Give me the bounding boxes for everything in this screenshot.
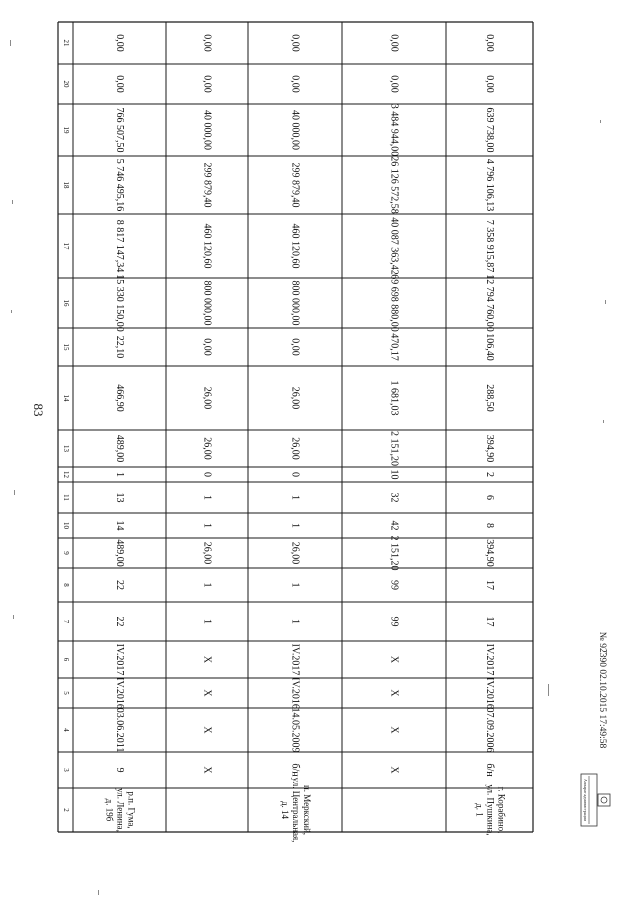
table-cell: 40 000,00 [289,110,301,150]
table-cell: 0,00 [289,75,301,93]
table-cell: 0,00 [388,34,400,52]
table-cell: 2 151,20 [388,535,400,571]
column-number: 15 [61,343,70,351]
table-cell: 42 [388,520,400,531]
table-cell: 2 151,20 [388,431,400,466]
address-line: д. 1 [474,803,485,817]
table-cell: 394,90 [484,434,496,463]
table-cell: 07.09.2006 [484,707,496,753]
column-number: 17 [61,242,70,250]
table-cell: 26,00 [289,386,301,410]
column-number: 9 [61,551,70,555]
address-line: р.п. Гума, [126,791,137,829]
column-number: 21 [61,39,70,47]
table-cell: 26,00 [201,541,213,565]
table-cell: 0,00 [201,338,213,356]
column-number: 11 [61,494,70,501]
table-cell: 489,00 [114,539,126,567]
table-cell: 40 000,00 [201,110,213,150]
table-cell: 800 000,00 [289,280,301,326]
address-line: г. Корабино, [496,786,507,834]
table-cell: 1 [201,619,213,624]
table-cell: 639 738,00 [484,107,496,153]
table-cell: X [388,726,400,734]
table-cell: 1 681,03 [388,380,400,416]
table-cell: 8 817 147,34 [114,219,126,273]
table-cell: 99 [388,580,400,590]
table-cell: 466,90 [114,384,126,412]
table-cell: 0,00 [484,34,496,52]
table-cell: 1 [201,582,213,588]
table-cell: 22 [114,616,126,627]
column-number: 2 [61,808,70,812]
address-line: ул. Ленина, [115,788,126,832]
column-number: 10 [61,522,70,529]
column-number: 19 [61,126,70,134]
table-cell: 106,40 [484,333,496,361]
table-cell: 03.06.2011 [114,707,126,753]
address-line: д. 19б [104,798,115,822]
table-cell: 470,17 [388,333,400,361]
table-cell: 26,00 [201,386,213,410]
table-cell: 0 [289,472,301,477]
table-cell: 1 [201,495,213,500]
table-cell: IV.2016 [114,677,126,709]
table-cell: 0,00 [114,34,126,52]
table-cell: 12 794 760,00 [484,274,496,332]
table-cell: X [201,726,213,734]
table-cell: б/н [484,763,496,777]
table-cell: X [201,655,213,664]
column-number: 13 [61,445,70,452]
table-cell: 8 [484,523,496,528]
table-cell: 394,90 [484,539,496,567]
table-cell: 15 330 150,00 [114,274,126,332]
table-cell: 17 [484,580,496,590]
table-cell: 0,00 [484,75,496,93]
table-cell: 489,00 [114,434,126,463]
table-cell: X [201,766,213,774]
table-cell: 9 [114,767,126,773]
table-cell: 1 [289,582,301,588]
table-cell: 22,10 [114,335,126,359]
table-cell: 0,00 [114,75,126,93]
column-number: 5 [61,691,70,695]
table-cell: X [388,766,400,774]
table-cell: 26,00 [201,437,213,460]
page-number: 83 [31,403,46,417]
column-number: 7 [61,619,70,624]
table-cell: 7 358 915,87 [484,219,496,273]
column-number: 12 [61,471,70,478]
table-cell: 0 [201,472,213,477]
table-cell: 288,50 [484,384,496,412]
table-cell: 6 [484,495,496,500]
column-number: 6 [61,657,70,662]
address-line: д. 14 [279,800,290,820]
svg-text:Аппарат администрации: Аппарат администрации [583,779,588,821]
table-cell: 17 [484,616,496,627]
table-cell: IV.2017 [289,643,301,676]
table-cell: 1 [114,472,126,477]
table-cell: 10 [388,469,400,480]
address-line: п. Меркский, [301,784,312,836]
table-cell: 22 [114,580,126,590]
table-cell: IV.2016 [289,677,301,709]
table-cell: 1 [289,619,301,624]
table-cell: 99 [388,616,400,627]
table-cell: 299 879,40 [201,162,213,208]
table-cell: X [388,689,400,697]
table-cell: 26,00 [289,437,301,460]
table-cell: 13 [114,492,126,503]
table-cell: б/н [289,763,301,777]
table-cell: 800 000,00 [201,280,213,326]
column-number: 20 [61,80,70,88]
table-cell: 0,00 [289,34,301,52]
table-cell: 0,00 [388,75,400,93]
table-cell: 1 [289,523,301,528]
table-cell: 69 698 880,00 [388,274,400,332]
column-number: 14 [61,394,70,402]
table-cell: X [388,655,400,664]
table-cell: 14 [114,520,126,531]
table-cell: IV.2017 [114,643,126,676]
table-cell: 40 087 363,42 [388,217,400,275]
table-cell: 0,00 [201,34,213,52]
address-line: ул. Центральная, [290,777,301,843]
column-number: 18 [61,181,70,189]
table-cell: IV.2016 [484,677,496,709]
column-number: 16 [61,299,70,307]
table-cell: X [201,689,213,697]
table-cell: 299 879,40 [289,162,301,208]
table-cell: 1 [201,523,213,528]
table-cell: 32 [388,492,400,503]
table-cell: 766 507,50 [114,107,126,153]
table-cell: 26 126 572,58 [388,156,400,214]
table-cell: 5 746 495,16 [114,158,126,212]
table-cell: 0,00 [289,338,301,356]
table-cell: 460 120,60 [289,223,301,269]
table-cell: 460 120,60 [201,223,213,269]
table-cell: 2 [484,472,496,477]
address-line: ул. Пушкина, [485,784,496,836]
column-number: 4 [61,728,70,732]
table-cell: 1 [289,495,301,500]
table-cell: IV.2017 [484,643,496,676]
table-cell: 14.05.2009 [289,707,301,753]
table-cell: 4 796 106,13 [484,158,496,212]
table-cell: 3 484 944,00 [388,103,400,157]
column-number: 3 [61,768,70,772]
table-cell: 26,00 [289,541,301,565]
column-number: 8 [61,583,70,587]
registration-stamp: № 92390 02.10.2015 17:49:58 [597,631,607,749]
table-cell: 0,00 [201,75,213,93]
